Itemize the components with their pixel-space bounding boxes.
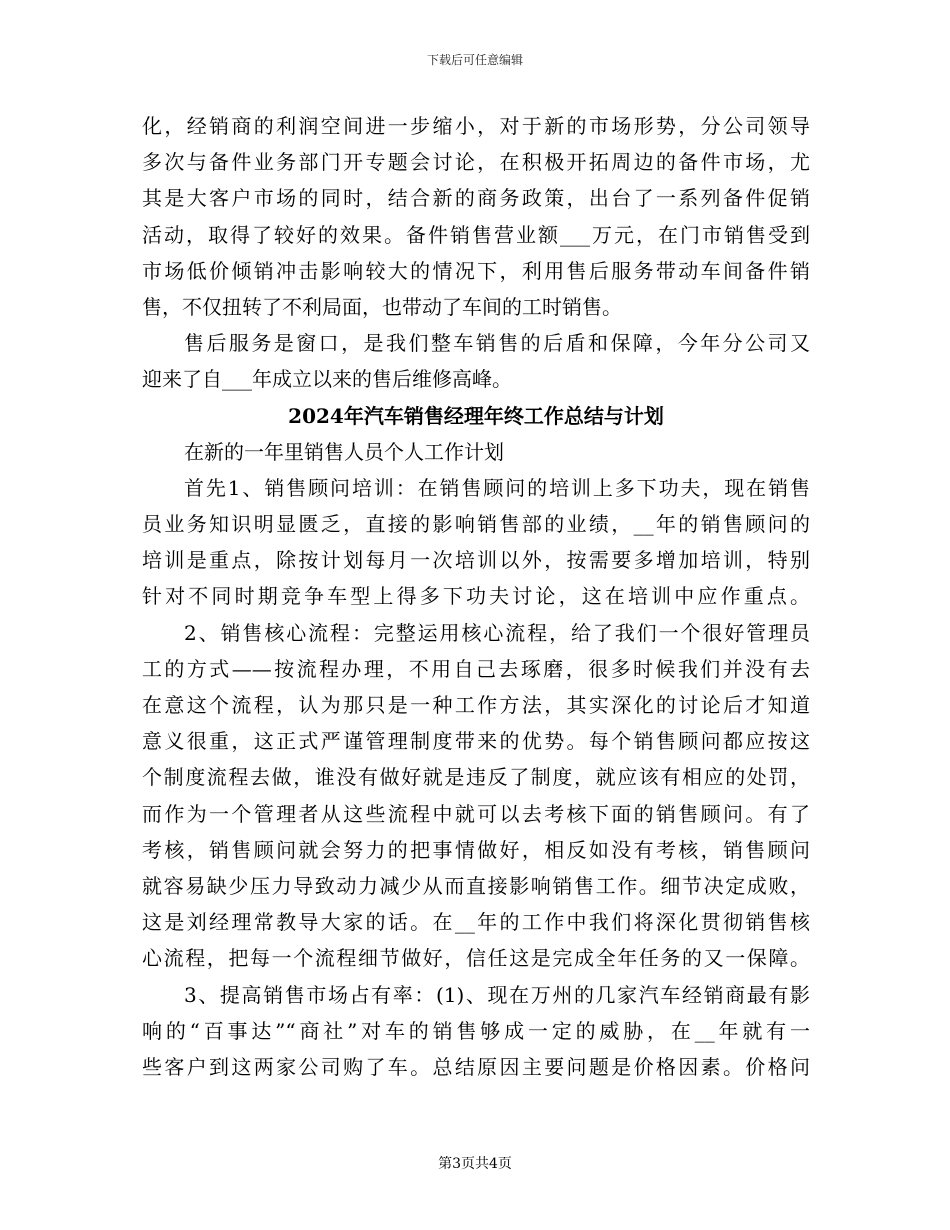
body-line: 售，不仅扭转了不利局面，也带动了车间的工时销售。 — [142, 294, 622, 319]
body-line: 3、提高销售市场占有率：(1)、现在万州的几家汽车经销商最有影 — [184, 982, 810, 1007]
body-line: 员业务知识明显匮乏，直接的影响销售部的业绩，__年的销售顾问的 — [142, 512, 810, 537]
body-line: 售后服务是窗口，是我们整车销售的后盾和保障，今年分公司又 — [184, 331, 810, 356]
body-line: 而作为一个管理者从这些流程中就可以去考核下面的销售顾问。有了 — [142, 801, 810, 826]
body-line: 响的“百事达”“商社”对车的销售够成一定的威胁，在__年就有一 — [142, 1018, 810, 1043]
body-line: 市场低价倾销冲击影响较大的情况下，利用售后服务带动车间备件销 — [142, 258, 810, 283]
page-header: 下载后可任意编辑 — [426, 53, 523, 67]
body-line: 针对不同时期竞争车型上得多下功夫讨论，这在培训中应作重点。 — [142, 584, 810, 609]
body-line: 在新的一年里销售人员个人工作计划 — [184, 439, 504, 464]
document-body — [142, 108, 810, 1085]
body-line: 这是刘经理常教导大家的话。在__年的工作中我们将深化贯彻销售核 — [142, 910, 810, 935]
body-line: 多次与备件业务部门开专题会讨论，在积极开拓周边的备件市场，尤 — [142, 150, 810, 175]
body-line: 在意这个流程，认为那只是一种工作方法，其实深化的讨论后才知道 — [142, 693, 810, 717]
body-line: 2、销售核心流程：完整运用核心流程，给了我们一个很好管理员 — [184, 620, 810, 645]
body-line: 意义很重，这正式严谨管理制度带来的优势。每个销售顾问都应按这 — [142, 729, 810, 754]
body-line: 其是大客户市场的同时，结合新的商务政策，出台了一系列备件促销 — [142, 186, 810, 211]
body-line: 个制度流程去做，谁没有做好就是违反了制度，就应该有相应的处罚， — [142, 765, 810, 790]
body-line: 首先1、销售顾问培训：在销售顾问的培训上多下功夫，现在销售 — [184, 475, 810, 500]
body-line: 就容易缺少压力导致动力减少从而直接影响销售工作。细节决定成败， — [142, 873, 810, 898]
body-line: 迎来了自___年成立以来的售后维修高峰。 — [142, 367, 512, 392]
section-title: 2024年汽车销售经理年终工作总结与计划 — [288, 403, 664, 428]
body-line: 工的方式——按流程办理，不用自己去琢磨，很多时候我们并没有去 — [142, 656, 810, 681]
body-line: 化，经销商的利润空间进一步缩小，对于新的市场形势，分公司领导 — [142, 114, 810, 138]
page-footer: 第3页共4页 — [438, 1156, 512, 1172]
body-line: 些客户到这两家公司购了车。总结原因主要问题是价格因素。价格问 — [142, 1054, 810, 1079]
body-line: 培训是重点，除按计划每月一次培训以外，按需要多增加培训，特别 — [142, 548, 810, 573]
body-line: 活动，取得了较好的效果。备件销售营业额___万元，在门市销售受到 — [142, 222, 810, 247]
body-line: 心流程，把每一个流程细节做好，信任这是完成全年任务的又一保障。 — [142, 946, 810, 971]
body-line: 考核，销售顾问就会努力的把事情做好，相反如没有考核，销售顾问 — [142, 837, 810, 862]
